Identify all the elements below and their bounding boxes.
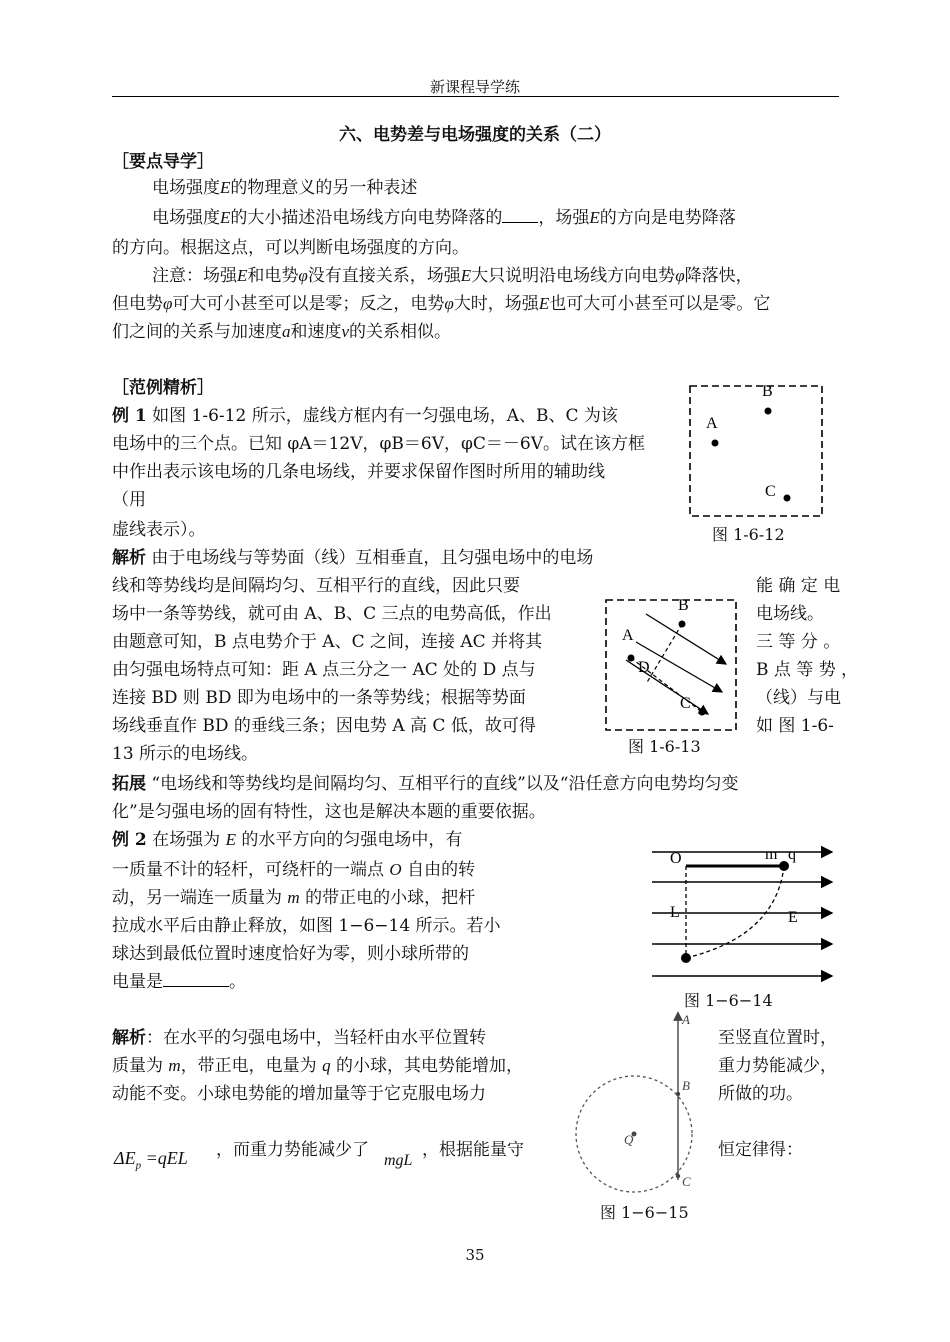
- ball-end: [681, 953, 691, 963]
- extension-line: 化”是匀强电场的固有特性，这也是解决本题的重要依据。: [112, 802, 546, 822]
- extension-line: 拓展 “电场线和等势线均是间隔均匀、互相平行的直线”以及“沿任意方向电势均匀变: [112, 774, 739, 794]
- equation-mgl: mgL: [384, 1152, 413, 1169]
- figure-1-6-13-caption: 图 1-6-13: [628, 737, 701, 756]
- svg-text:E: E: [788, 909, 798, 926]
- heading-key-points: ［要点导学］: [112, 152, 214, 172]
- solution-1-line-right: （线）与电: [756, 688, 841, 708]
- figure-1-6-12-caption: 图 1-6-12: [712, 525, 785, 544]
- solution-1-line: 场线垂直作 BD 的垂线三条；因电势 A 高 C 低，故可得: [112, 716, 536, 736]
- point-c: [676, 1174, 680, 1178]
- solution-1-line-right: 三 等 分 。: [756, 632, 841, 652]
- paragraph-line: 注意：场强E和电势φ没有直接关系，场强E大只说明沿电场线方向电势φ降落快，: [152, 266, 753, 286]
- figure-1-6-14-caption: 图 1−6−14: [684, 991, 773, 1010]
- page-number: 35: [465, 1246, 485, 1264]
- solution-2-line-right: 至竖直位置时，: [718, 1028, 837, 1048]
- svg-text:A: A: [682, 1012, 690, 1027]
- svg-text:C: C: [682, 1174, 691, 1189]
- example-1-line: 中作出表示该电场的几条电场线，并要求保留作图时所用的辅助线: [112, 462, 605, 482]
- example-1-line: 例 1 如图 1-6-12 所示，虚线方框内有一匀强电场，A、B、C 为该: [112, 406, 618, 426]
- svg-text:m: m: [765, 846, 778, 863]
- svg-text:Q: Q: [624, 1132, 634, 1147]
- example-2-line: 电量是 。: [112, 972, 246, 992]
- example-2-line: 例 2 在场强为 E 的水平方向的匀强电场中，有: [112, 830, 463, 850]
- solution-2-line-right: 重力势能减少，: [718, 1056, 837, 1076]
- svg-text:B: B: [678, 597, 689, 614]
- solution-2-line-right: 恒定律得：: [718, 1140, 803, 1160]
- fill-blank: [502, 208, 538, 223]
- section-title: 六、电势差与电场强度的关系（二）: [339, 125, 611, 145]
- running-header: 新课程导学练: [429, 78, 520, 96]
- solution-1-line: 解析 由于电场线与等势面（线）互相垂直，且匀强电场中的电场: [112, 548, 594, 568]
- svg-text:O: O: [670, 850, 682, 867]
- point-a: [628, 655, 635, 662]
- label-c: C: [765, 483, 776, 500]
- solution-2-line-right: 所做的功。: [718, 1084, 803, 1104]
- paragraph-line: 电场强度E的物理意义的另一种表述: [152, 178, 418, 198]
- solution-1-line: 13 所示的电场线。: [112, 744, 259, 764]
- example-2-line: 一质量不计的轻杆，可绕杆的一端点 O 自由的转: [112, 860, 476, 880]
- solution-1-line-right: 能 确 定 电: [756, 576, 841, 596]
- solution-1-line-right: 电场线。: [756, 604, 824, 624]
- solution-1-line: 场中一条等势线，就可由 A、B、C 三点的电势高低，作出: [112, 604, 552, 624]
- example-2-line: 动，另一端连一质量为 m 的带正电的小球，把杆: [112, 888, 476, 908]
- solution-1-line: 连接 BD 则 BD 即为电场中的一条等势线；根据等势面: [112, 688, 526, 708]
- solution-2-line: ，而重力势能减少了: [216, 1140, 369, 1160]
- paragraph-line: 们之间的关系与加速度a和速度v的关系相似。: [112, 322, 452, 342]
- fill-blank: [163, 972, 229, 987]
- solution-1-line: 由题意可知，B 点电势介于 A、C 之间，连接 AC 并将其: [112, 632, 543, 652]
- header-rule: [112, 96, 839, 97]
- figure-1-6-15-caption: 图 1−6−15: [600, 1203, 689, 1222]
- solution-2-line: 质量为 m，带正电，电量为 q 的小球，其电势能增加，: [112, 1056, 523, 1076]
- figure-1-6-14: [648, 836, 838, 986]
- point-c: [784, 495, 791, 502]
- svg-text:q: q: [788, 846, 796, 863]
- solution-1-line: 由匀强电场特点可知：距 A 点三分之一 AC 处的 D 点与: [112, 660, 536, 680]
- solution-2-line: 动能不变。小球电势能的增加量等于它克服电场力: [112, 1084, 486, 1104]
- point-b: [765, 408, 772, 415]
- field-line: [646, 614, 726, 664]
- point-b: [679, 621, 686, 628]
- point-b: [676, 1092, 680, 1096]
- label-a: A: [706, 415, 718, 432]
- label-b: B: [762, 383, 773, 400]
- solution-2-line: ，根据能量守: [422, 1140, 524, 1160]
- solution-1-line-right: B 点 等 势 ，: [756, 660, 859, 680]
- figure-1-6-15: [570, 1010, 700, 1190]
- point-a: [712, 440, 719, 447]
- solution-1-line: 线和等势线均是间隔均匀、互相平行的直线，因此只要: [112, 576, 520, 596]
- svg-text:C: C: [680, 695, 691, 712]
- paragraph-line: 电场强度E的大小描述沿电场线方向电势降落的 ，场强E的方向是电势降落: [152, 208, 736, 228]
- paragraph-line: 的方向。根据这点，可以判断电场强度的方向。: [112, 238, 469, 258]
- equation-delta-ep: $\Delta E_p =qEL$: [114, 1148, 188, 1172]
- example-1-line: 虚线表示）。: [112, 520, 206, 540]
- paragraph-line: 但电势φ可大可小甚至可以是零；反之，电势φ大时，场强E也可大可小甚至可以是零。它: [112, 294, 771, 314]
- svg-text:L: L: [670, 904, 680, 921]
- svg-text:A: A: [622, 627, 634, 644]
- example-2-line: 拉成水平后由静止释放，如图 1−6−14 所示。若小: [112, 916, 501, 936]
- solution-2-line: 解析：在水平的匀强电场中，当轻杆由水平位置转: [112, 1028, 486, 1048]
- figure-1-6-13: [596, 592, 756, 752]
- equipotential-line: [646, 624, 682, 684]
- point-c: [699, 709, 706, 716]
- heading-examples: ［范例精析］: [112, 378, 214, 398]
- example-1-line: （用: [112, 490, 146, 510]
- example-1-line: 电场中的三个点。已知 φA＝12V，φB＝6V，φC＝－6V。试在该方框: [112, 434, 645, 454]
- figure-1-6-12: [680, 376, 840, 546]
- example-2-line: 球达到最低位置时速度恰好为零，则小球所带的: [112, 944, 469, 964]
- svg-text:B: B: [682, 1078, 690, 1093]
- svg-text:D: D: [638, 659, 650, 676]
- solution-1-line-right: 如 图 1-6-: [756, 716, 834, 736]
